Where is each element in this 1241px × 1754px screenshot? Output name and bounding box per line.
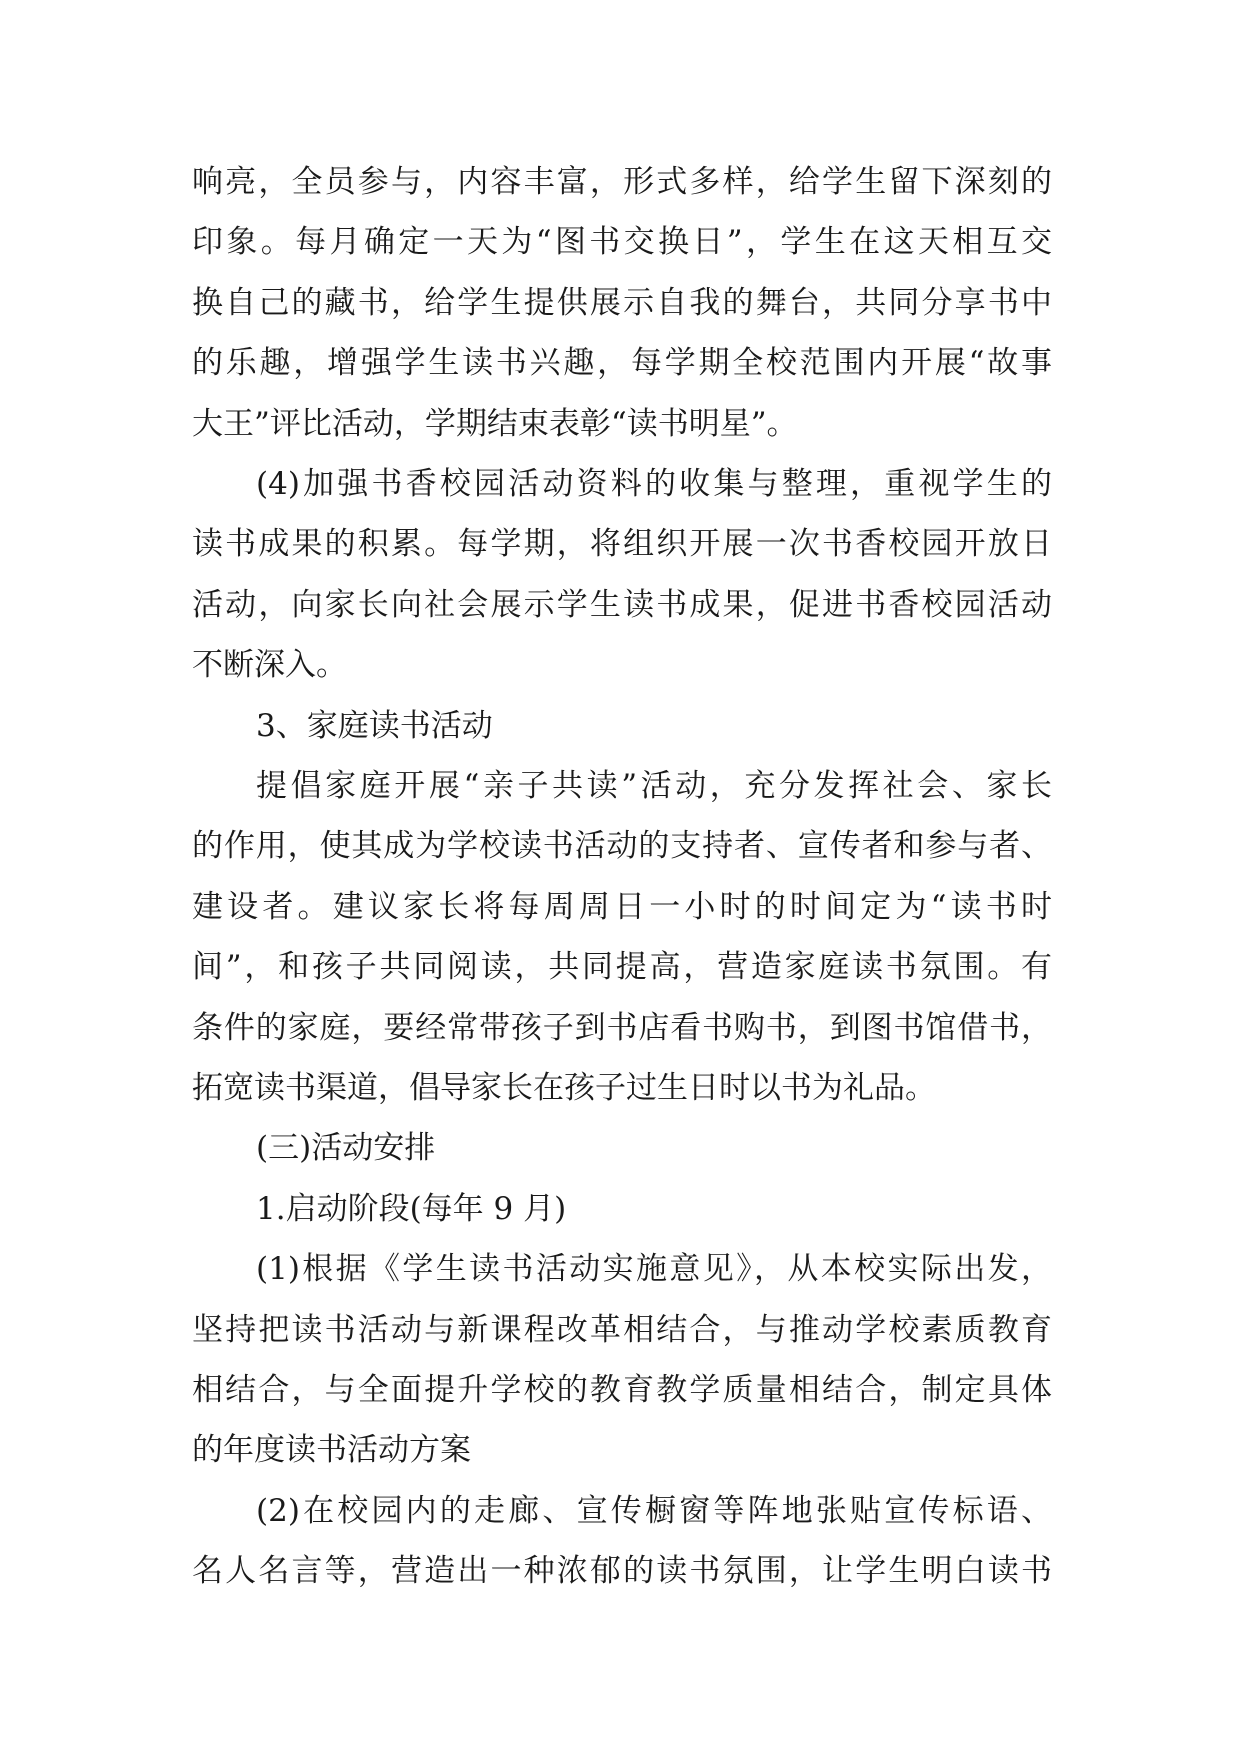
text-line: 提倡家庭开展“亲子共读”活动，充分发挥社会、家长 xyxy=(256,768,1052,804)
text-line: 3、家庭读书活动 xyxy=(256,708,493,744)
text-line: (4)加强书香校园活动资料的收集与整理，重视学生的 xyxy=(256,466,1052,502)
text-line: (三)活动安排 xyxy=(256,1130,436,1166)
text-line: (1)根据《学生读书活动实施意见》，从本校实际出发， xyxy=(256,1251,1052,1287)
text-line: 大王”评比活动，学期结束表彰“读书明星”。 xyxy=(192,406,798,442)
text-line: 相结合，与全面提升学校的教育教学质量相结合，制定具体 xyxy=(192,1372,1052,1408)
text-line: 名人名言等，营造出一种浓郁的读书氛围，让学生明白读书 xyxy=(192,1553,1052,1589)
text-line: 建设者。建议家长将每周周日一小时的时间定为“读书时 xyxy=(192,889,1052,925)
text-line: 响亮，全员参与，内容丰富，形式多样，给学生留下深刻的 xyxy=(192,164,1052,200)
text-line: 坚持把读书活动与新课程改革相结合，与推动学校素质教育 xyxy=(192,1312,1052,1348)
text-line: 1.启动阶段(每年 9 月) xyxy=(256,1191,567,1227)
text-line: 的乐趣，增强学生读书兴趣，每学期全校范围内开展“故事 xyxy=(192,345,1052,381)
text-line: 读书成果的积累。每学期，将组织开展一次书香校园开放日 xyxy=(192,526,1052,562)
text-line: 间”，和孩子共同阅读，共同提高，营造家庭读书氛围。有 xyxy=(192,949,1052,985)
text-line: 条件的家庭，要经常带孩子到书店看书购书，到图书馆借书， xyxy=(192,1010,1052,1046)
text-line: 的作用，使其成为学校读书活动的支持者、宣传者和参与者、 xyxy=(192,828,1052,864)
text-line: 活动，向家长向社会展示学生读书成果，促进书香校园活动 xyxy=(192,587,1052,623)
text-line: 不断深入。 xyxy=(192,647,347,683)
text-line: (2)在校园内的走廊、宣传橱窗等阵地张贴宣传标语、 xyxy=(256,1493,1052,1529)
text-line: 换自己的藏书，给学生提供展示自我的舞台，共同分享书中 xyxy=(192,285,1052,321)
text-line: 拓宽读书渠道，倡导家长在孩子过生日时以书为礼品。 xyxy=(192,1070,936,1106)
text-line: 印象。每月确定一天为“图书交换日”，学生在这天相互交 xyxy=(192,224,1052,260)
text-line: 的年度读书活动方案 xyxy=(192,1432,471,1468)
